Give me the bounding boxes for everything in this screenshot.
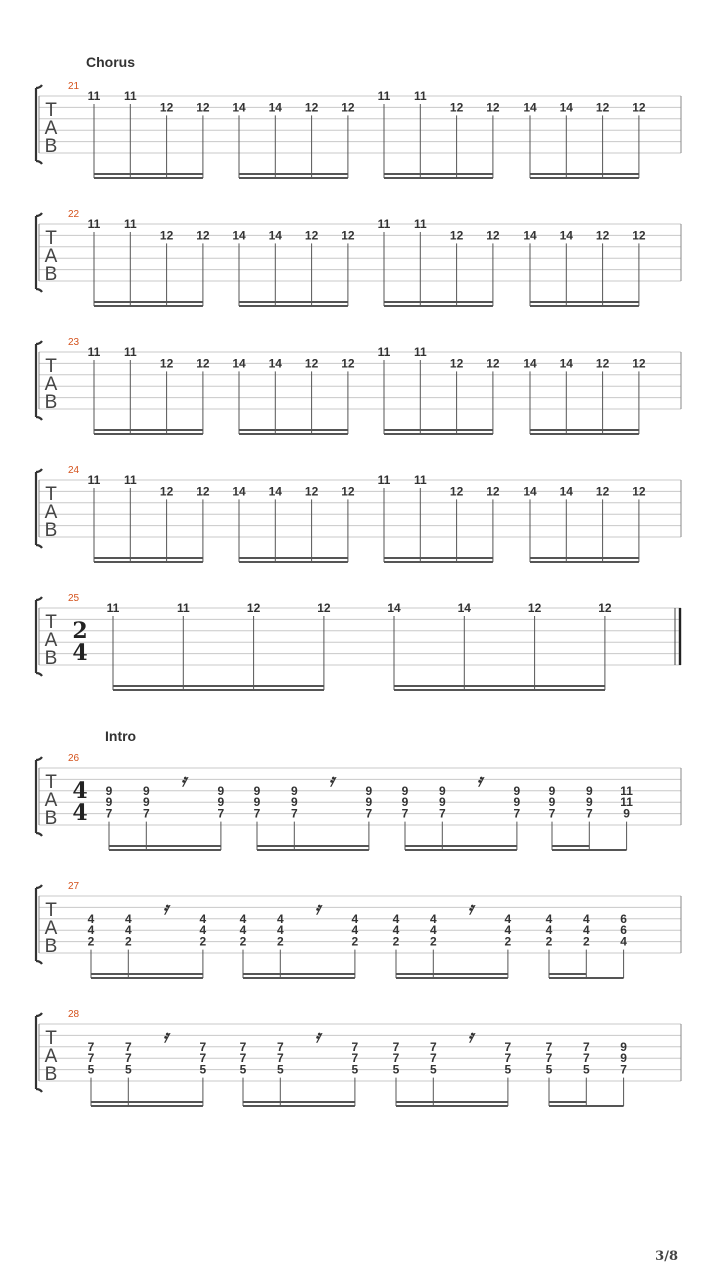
fret-number: 6 bbox=[620, 923, 627, 938]
time-signature-bottom: 4 bbox=[72, 640, 88, 666]
fret-number: 7 bbox=[429, 1051, 437, 1066]
fret-number: 7 bbox=[392, 1051, 400, 1066]
fret-number: 4 bbox=[504, 911, 512, 926]
tab-clef-letter: B bbox=[44, 648, 58, 669]
fret-number: 7 bbox=[276, 1039, 284, 1054]
fret-number: 7 bbox=[504, 1039, 512, 1054]
fret-number: 2 bbox=[429, 934, 437, 949]
fret-number: 9 bbox=[142, 783, 150, 798]
fret-number: 14 bbox=[457, 601, 471, 615]
tab-clef-letter: B bbox=[44, 808, 58, 829]
fret-number: 11 bbox=[106, 601, 120, 615]
fret-number: 11 bbox=[123, 217, 137, 231]
fret-number: 4 bbox=[239, 923, 247, 938]
fret-number: 14 bbox=[268, 100, 282, 115]
fret-number: 12 bbox=[341, 484, 355, 499]
fret-number: 12 bbox=[196, 484, 210, 499]
fret-number: 11 bbox=[123, 345, 137, 359]
fret-number: 9 bbox=[585, 783, 593, 798]
fret-number: 12 bbox=[196, 356, 210, 371]
fret-number: 9 bbox=[513, 795, 521, 810]
fret-number: 12 bbox=[595, 228, 610, 243]
fret-number: 11 bbox=[377, 345, 391, 359]
fret-number: 7 bbox=[504, 1051, 512, 1066]
fret-number: 12 bbox=[159, 228, 174, 243]
fret-number: 9 bbox=[401, 783, 409, 798]
fret-number: 14 bbox=[523, 484, 537, 499]
fret-number: 9 bbox=[585, 795, 593, 810]
fret-number: 4 bbox=[545, 923, 553, 938]
measure-number: 27 bbox=[68, 881, 80, 892]
tab-clef-letter: A bbox=[44, 502, 58, 523]
fret-number: 5 bbox=[239, 1062, 247, 1077]
fret-number: 5 bbox=[429, 1062, 437, 1077]
fret-number: 2 bbox=[87, 934, 95, 949]
fret-number: 12 bbox=[449, 484, 464, 499]
fret-number: 7 bbox=[582, 1051, 590, 1066]
fret-number: 9 bbox=[438, 795, 446, 810]
fret-number: 12 bbox=[527, 601, 542, 615]
fret-number: 12 bbox=[341, 228, 355, 243]
fret-number: 12 bbox=[304, 228, 319, 243]
fret-number: 9 bbox=[290, 795, 298, 810]
fret-number: 12 bbox=[196, 228, 210, 243]
fret-number: 11 bbox=[123, 473, 137, 487]
fret-number: 11 bbox=[620, 783, 633, 798]
fret-number: 5 bbox=[545, 1062, 553, 1077]
fret-number: 14 bbox=[559, 100, 573, 115]
fret-number: 9 bbox=[217, 795, 225, 810]
fret-number: 4 bbox=[351, 911, 359, 926]
fret-number: 4 bbox=[351, 923, 359, 938]
fret-number: 7 bbox=[239, 1051, 247, 1066]
fret-number: 12 bbox=[246, 601, 261, 615]
fret-number: 11 bbox=[377, 89, 391, 103]
fret-number: 7 bbox=[87, 1051, 95, 1066]
tab-clef-letter: T bbox=[45, 900, 57, 921]
fret-number: 5 bbox=[392, 1062, 400, 1077]
fret-number: 12 bbox=[196, 100, 210, 115]
fret-number: 2 bbox=[124, 934, 132, 949]
fret-number: 9 bbox=[105, 783, 113, 798]
fret-number: 7 bbox=[124, 1039, 132, 1054]
section-label-intro: Intro bbox=[105, 728, 137, 744]
fret-number: 11 bbox=[87, 473, 101, 487]
fret-number: 7 bbox=[513, 806, 521, 821]
fret-number: 12 bbox=[317, 601, 331, 615]
fret-number: 7 bbox=[253, 806, 261, 821]
fret-number: 12 bbox=[159, 484, 174, 499]
measure-number: 28 bbox=[68, 1009, 80, 1020]
fret-number: 12 bbox=[449, 228, 464, 243]
tab-clef-letter: B bbox=[44, 1064, 58, 1085]
fret-number: 9 bbox=[142, 795, 150, 810]
fret-number: 12 bbox=[304, 484, 319, 499]
fret-number: 12 bbox=[341, 100, 355, 115]
fret-number: 4 bbox=[582, 911, 590, 926]
fret-number: 11 bbox=[413, 89, 427, 103]
fret-number: 14 bbox=[232, 100, 246, 115]
fret-number: 12 bbox=[595, 484, 610, 499]
time-signature-bottom: 4 bbox=[72, 800, 88, 826]
fret-number: 7 bbox=[199, 1051, 207, 1066]
fret-number: 11 bbox=[620, 795, 633, 810]
fret-number: 9 bbox=[620, 1051, 627, 1066]
sixteenth-rest: 𝄿 bbox=[180, 771, 187, 791]
fret-number: 2 bbox=[392, 934, 400, 949]
fret-number: 4 bbox=[504, 923, 512, 938]
fret-number: 5 bbox=[582, 1062, 590, 1077]
fret-number: 12 bbox=[486, 484, 500, 499]
measure-number: 23 bbox=[68, 337, 80, 348]
fret-number: 2 bbox=[199, 934, 207, 949]
fret-number: 5 bbox=[87, 1062, 95, 1077]
fret-number: 14 bbox=[268, 484, 282, 499]
tab-clef-letter: B bbox=[44, 392, 58, 413]
sixteenth-rest: 𝄿 bbox=[162, 899, 169, 919]
fret-number: 4 bbox=[199, 911, 207, 926]
fret-number: 11 bbox=[87, 89, 101, 103]
fret-number: 7 bbox=[217, 806, 225, 821]
tab-clef-letter: B bbox=[44, 936, 58, 957]
fret-number: 5 bbox=[351, 1062, 359, 1077]
fret-number: 2 bbox=[545, 934, 553, 949]
fret-number: 12 bbox=[632, 228, 646, 243]
fret-number: 4 bbox=[392, 923, 400, 938]
fret-number: 12 bbox=[159, 100, 174, 115]
fret-number: 7 bbox=[401, 806, 409, 821]
fret-number: 12 bbox=[632, 484, 646, 499]
fret-number: 7 bbox=[438, 806, 446, 821]
sixteenth-rest: 𝄿 bbox=[314, 1027, 321, 1047]
fret-number: 14 bbox=[268, 228, 282, 243]
sixteenth-rest: 𝄿 bbox=[162, 1027, 169, 1047]
fret-number: 4 bbox=[124, 923, 132, 938]
fret-number: 14 bbox=[232, 228, 246, 243]
fret-number: 7 bbox=[124, 1051, 132, 1066]
tab-clef-letter: A bbox=[44, 1046, 58, 1067]
fret-number: 9 bbox=[365, 783, 373, 798]
fret-number: 2 bbox=[351, 934, 359, 949]
tab-clef-letter: A bbox=[44, 918, 58, 939]
measure-number: 21 bbox=[68, 81, 80, 92]
fret-number: 4 bbox=[276, 923, 284, 938]
fret-number: 4 bbox=[276, 911, 284, 926]
fret-number: 7 bbox=[351, 1051, 359, 1066]
fret-number: 7 bbox=[142, 806, 150, 821]
fret-number: 7 bbox=[365, 806, 373, 821]
fret-number: 7 bbox=[290, 806, 298, 821]
tab-clef-letter: T bbox=[45, 228, 57, 249]
fret-number: 9 bbox=[548, 795, 556, 810]
fret-number: 14 bbox=[268, 356, 282, 371]
fret-number: 4 bbox=[87, 923, 95, 938]
fret-number: 2 bbox=[276, 934, 284, 949]
tab-clef-letter: T bbox=[45, 1028, 57, 1049]
fret-number: 7 bbox=[429, 1039, 437, 1054]
fret-number: 14 bbox=[523, 356, 537, 371]
fret-number: 9 bbox=[290, 783, 298, 798]
measure-number: 26 bbox=[68, 753, 80, 764]
fret-number: 11 bbox=[413, 345, 427, 359]
fret-number: 9 bbox=[623, 806, 630, 821]
fret-number: 12 bbox=[304, 356, 319, 371]
tab-clef-letter: T bbox=[45, 612, 57, 633]
tab-clef-letter: T bbox=[45, 100, 57, 121]
fret-number: 12 bbox=[595, 356, 610, 371]
measure-number: 22 bbox=[68, 209, 80, 220]
fret-number: 12 bbox=[632, 356, 646, 371]
fret-number: 12 bbox=[449, 356, 464, 371]
time-signature-top: 2 bbox=[72, 618, 88, 644]
fret-number: 14 bbox=[232, 356, 246, 371]
fret-number: 7 bbox=[582, 1039, 590, 1054]
tab-clef-letter: B bbox=[44, 136, 58, 157]
fret-number: 4 bbox=[87, 911, 95, 926]
fret-number: 4 bbox=[429, 923, 437, 938]
time-signature-top: 4 bbox=[72, 778, 88, 804]
fret-number: 11 bbox=[377, 473, 391, 487]
tab-clef-letter: T bbox=[45, 484, 57, 505]
fret-number: 7 bbox=[105, 806, 113, 821]
fret-number: 11 bbox=[377, 217, 391, 231]
fret-number: 14 bbox=[523, 100, 537, 115]
fret-number: 7 bbox=[548, 806, 556, 821]
fret-number: 11 bbox=[176, 601, 190, 615]
tab-clef-letter: A bbox=[44, 246, 58, 267]
fret-number: 4 bbox=[545, 911, 553, 926]
fret-number: 11 bbox=[413, 217, 427, 231]
fret-number: 5 bbox=[199, 1062, 207, 1077]
fret-number: 7 bbox=[585, 806, 593, 821]
fret-number: 14 bbox=[232, 484, 246, 499]
fret-number: 4 bbox=[124, 911, 132, 926]
fret-number: 12 bbox=[486, 356, 500, 371]
fret-number: 7 bbox=[239, 1039, 247, 1054]
fret-number: 12 bbox=[341, 356, 355, 371]
fret-number: 5 bbox=[504, 1062, 512, 1077]
fret-number: 7 bbox=[87, 1039, 95, 1054]
fret-number: 9 bbox=[438, 783, 446, 798]
fret-number: 14 bbox=[523, 228, 537, 243]
page-number: 3/8 bbox=[655, 1249, 678, 1264]
sixteenth-rest: 𝄿 bbox=[467, 1027, 474, 1047]
sixteenth-rest: 𝄿 bbox=[328, 771, 335, 791]
fret-number: 4 bbox=[392, 911, 400, 926]
fret-number: 7 bbox=[276, 1051, 284, 1066]
measure-number: 24 bbox=[68, 465, 80, 476]
fret-number: 11 bbox=[87, 217, 101, 231]
fret-number: 7 bbox=[545, 1051, 553, 1066]
fret-number: 11 bbox=[413, 473, 427, 487]
fret-number: 12 bbox=[486, 228, 500, 243]
fret-number: 12 bbox=[159, 356, 174, 371]
tab-clef-letter: B bbox=[44, 520, 58, 541]
fret-number: 9 bbox=[253, 795, 261, 810]
fret-number: 4 bbox=[620, 934, 627, 949]
fret-number: 12 bbox=[595, 100, 610, 115]
fret-number: 7 bbox=[620, 1062, 627, 1077]
fret-number: 6 bbox=[620, 911, 627, 926]
fret-number: 9 bbox=[620, 1039, 627, 1054]
fret-number: 7 bbox=[199, 1039, 207, 1054]
fret-number: 14 bbox=[559, 228, 573, 243]
tab-clef-letter: A bbox=[44, 374, 58, 395]
fret-number: 2 bbox=[239, 934, 247, 949]
fret-number: 9 bbox=[217, 783, 225, 798]
fret-number: 12 bbox=[304, 100, 319, 115]
fret-number: 11 bbox=[87, 345, 101, 359]
sixteenth-rest: 𝄿 bbox=[467, 899, 474, 919]
fret-number: 9 bbox=[365, 795, 373, 810]
fret-number: 5 bbox=[276, 1062, 284, 1077]
tab-clef-letter: T bbox=[45, 356, 57, 377]
fret-number: 5 bbox=[124, 1062, 132, 1077]
tab-clef-letter: A bbox=[44, 630, 58, 651]
fret-number: 7 bbox=[545, 1039, 553, 1054]
fret-number: 9 bbox=[253, 783, 261, 798]
fret-number: 4 bbox=[582, 923, 590, 938]
sixteenth-rest: 𝄿 bbox=[476, 771, 483, 791]
fret-number: 2 bbox=[504, 934, 512, 949]
measure-number: 25 bbox=[68, 593, 80, 604]
tab-clef-letter: T bbox=[45, 772, 57, 793]
sixteenth-rest: 𝄿 bbox=[314, 899, 321, 919]
fret-number: 4 bbox=[429, 911, 437, 926]
fret-number: 7 bbox=[392, 1039, 400, 1054]
tab-clef-letter: A bbox=[44, 118, 58, 139]
section-label-chorus: Chorus bbox=[86, 54, 135, 70]
fret-number: 7 bbox=[351, 1039, 359, 1054]
fret-number: 4 bbox=[239, 911, 247, 926]
fret-number: 12 bbox=[632, 100, 646, 115]
fret-number: 9 bbox=[513, 783, 521, 798]
fret-number: 9 bbox=[548, 783, 556, 798]
fret-number: 12 bbox=[449, 100, 464, 115]
fret-number: 14 bbox=[387, 601, 401, 615]
fret-number: 4 bbox=[199, 923, 207, 938]
tab-clef-letter: A bbox=[44, 790, 58, 811]
fret-number: 14 bbox=[559, 484, 573, 499]
fret-number: 9 bbox=[401, 795, 409, 810]
fret-number: 2 bbox=[582, 934, 590, 949]
fret-number: 11 bbox=[123, 89, 137, 103]
fret-number: 12 bbox=[486, 100, 500, 115]
fret-number: 9 bbox=[105, 795, 113, 810]
tab-clef-letter: B bbox=[44, 264, 58, 285]
fret-number: 12 bbox=[598, 601, 612, 615]
fret-number: 14 bbox=[559, 356, 573, 371]
